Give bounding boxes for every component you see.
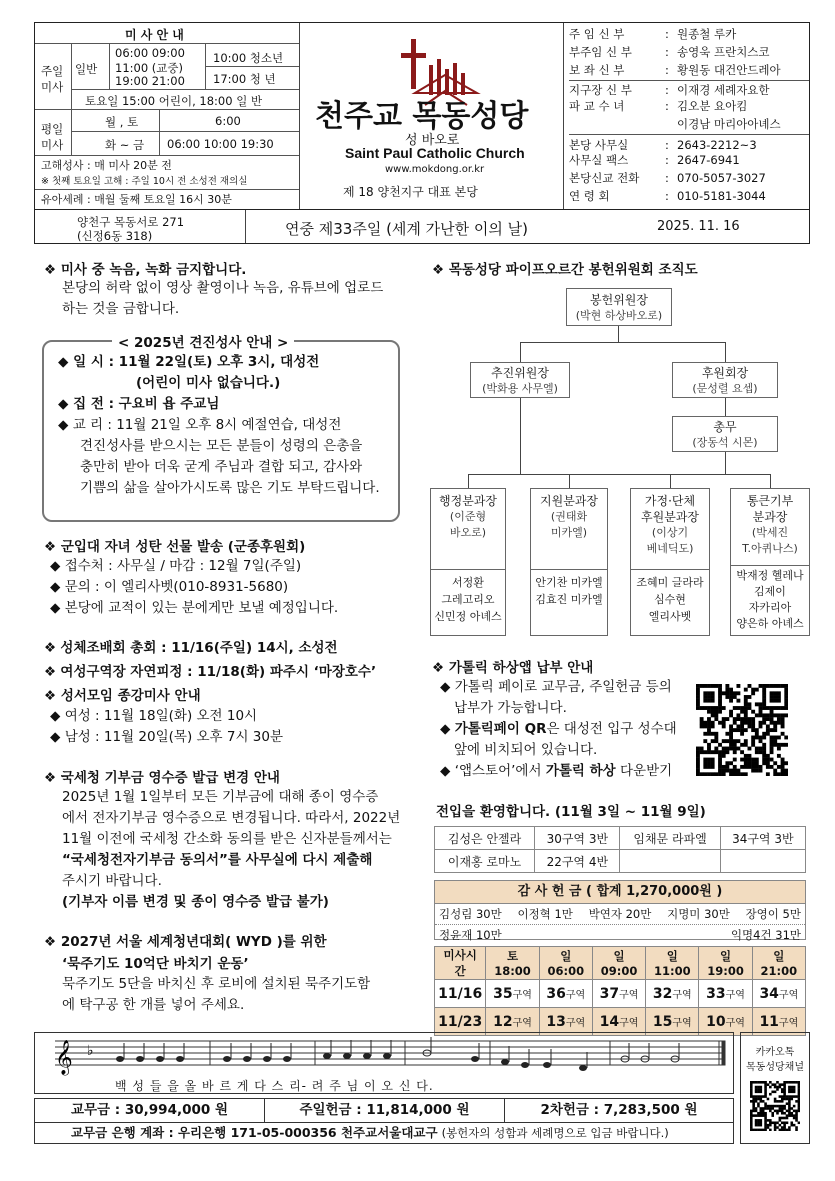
sunday-label-2: 미사 — [41, 80, 64, 94]
music-note — [383, 1053, 391, 1059]
org-chair: 봉헌위원장 (박현 하상바오로) — [566, 288, 672, 326]
music-staff-icon — [35, 1033, 733, 1077]
pay-app-title: ❖ 가톨릭 하상앱 납부 안내 — [432, 660, 594, 676]
music-note — [343, 1053, 351, 1059]
welcome-table — [434, 826, 806, 873]
hymn-staff — [34, 1032, 734, 1094]
staff-row: 파 교 수 녀 :김오분 요아킴 — [569, 99, 748, 113]
second-collection-total: 2차헌금 : 7,283,500 원 — [540, 1102, 698, 1118]
thanks-title: 감 사 헌 금 ( 합계 1,270,000원 ) — [435, 881, 805, 903]
confirmation-title: < 2025년 견진성사 안내 > — [112, 331, 294, 351]
music-note — [156, 1056, 164, 1062]
music-note — [116, 1056, 124, 1062]
patron-saint: 성 바오로 — [405, 133, 460, 148]
tax-receipt-body: 2025년 1월 1일부터 모든 기부금에 대해 종이 영수증 에서 전자기부금 영수증으로 변경됩니다. 따라서, 2022년 11월 이전에 국세청 간소화 동의를 받은 신자분들께서는 “국세청전자기부금 동의서”를 사무실에 다시 제출해 주시기 바랍니다. (기부자 이름 변경 및 종이 영수증 발급 불가) — [62, 789, 401, 910]
address-line-1: 양천구 목동서로 271 — [77, 215, 185, 229]
staff-row: 본당 사무실 :2643-2212~3 — [569, 134, 809, 152]
dues-total: 교무금 : 30,994,000 원 — [35, 1099, 265, 1122]
sunday-offering-total: 주일헌금 : 11,814,000 원 — [265, 1099, 505, 1122]
offering-summary — [34, 1098, 734, 1144]
table-row: 이재홍 로마노 22구역 4반 — [435, 850, 806, 873]
kakao-channel-label: 목동성당채널 — [746, 1062, 804, 1073]
music-note — [136, 1056, 144, 1062]
weekday-label-2: 미사 — [41, 138, 64, 152]
table-row: 김성은 안젤라 30구역 3반 임채문 라파엘 34구역 3반 — [435, 827, 806, 850]
address-line-2: (신정6동 318) — [77, 229, 153, 243]
music-note — [501, 1059, 509, 1065]
org-general: 총무 (장동석 시몬) — [672, 416, 778, 452]
pay-qr-code-icon[interactable] — [696, 684, 788, 776]
staff-list — [569, 26, 809, 206]
sunday-times-3: 19:00 21:00 — [115, 74, 185, 88]
weekday-label: 평일 — [41, 122, 64, 136]
women-retreat: ❖ 여성구역장 자연피정 : 11/18(화) 파주시 ‘마장호수’ — [44, 664, 377, 680]
bulletin-date: 2025. 11. 16 — [657, 219, 740, 234]
staff-row: 주 임 신 부 :원종철 루카 — [569, 27, 737, 41]
thanks-offering: 감 사 헌 금 ( 합계 1,270,000원 ) 김성림 30만 이정혁 1만 박연자 20만 지명미 30만 장영이 5만 정윤재 10만 익명4건 31만 — [434, 880, 806, 940]
org-admin-team: 행정분과장 (이준형 바오로) 서정환 그레고리오 신민정 아녜스 — [430, 488, 506, 636]
english-church-name: Saint Paul Catholic Church — [345, 145, 525, 161]
welcome-title: 전입을 환영합니다. (11월 3일 ~ 11월 9일) — [436, 804, 706, 820]
sunday-times-1: 06:00 09:00 — [115, 46, 185, 60]
adoration-meeting: ❖ 성체조배회 총회 : 11/16(주일) 14시, 소성전 — [44, 640, 338, 656]
wyd-body: 묵주기도 5단을 바치신 후 로비에 설치된 묵주기도함 에 탁구공 한 개를 넣어 주세요. — [62, 976, 371, 1013]
table-header-cell: 일06:00 — [539, 947, 592, 980]
district-label: 제 18 양천지구 대표 본당 — [343, 185, 478, 199]
pay-app-details: ◆ 가톨릭 페이로 교무금, 주일헌금 등의 납부가 가능합니다. ◆ 가톨릭페이 QR은 대성전 입구 성수대 앞에 비치되어 있습니다. ◆ ‘앱스토어’에서 가톨릭 하상 다운받기 — [440, 679, 677, 779]
tue-fri-times: 06:00 10:00 19:30 — [167, 137, 274, 151]
music-note — [543, 1062, 551, 1068]
music-note — [243, 1056, 251, 1062]
military-gift-title: ❖ 군입대 자녀 성탄 선물 발송 (군종후원회) — [44, 539, 306, 555]
staff-row: 부주임 신 부 :송영욱 프란치스코 — [569, 45, 770, 59]
table-row: 11/16 35구역 36구역 37구역 32구역 33구역 34구역 — [435, 980, 806, 1008]
table-header-cell: 일09:00 — [592, 947, 645, 980]
org-family-team: 가정·단체 후원분과장 (이상기 베네딕도) 조혜미 글라라 심수현 엘리사벳 — [630, 488, 710, 636]
music-note — [521, 1062, 529, 1068]
church-name: 천주교 목동성당 — [315, 99, 529, 134]
infant-baptism: 유아세례 : 매월 둘째 토요일 16시 30분 — [41, 193, 232, 206]
mon-sat-label: 월 , 토 — [105, 115, 139, 129]
wyd-title: ❖ 2027년 서울 세계청년대회( WYD )를 위한 — [44, 934, 327, 950]
hymn-lyrics: 백 성 들 을 올 바 르 게 다 스 리- 려 주 님 이 오 신 다. — [115, 1079, 434, 1093]
org-promotion: 추진위원장 (박화용 사무엘) — [470, 362, 570, 398]
music-note — [323, 1053, 331, 1059]
table-header-cell: 일11:00 — [646, 947, 699, 980]
music-note — [176, 1056, 184, 1062]
table-header-cell: 일19:00 — [699, 947, 752, 980]
young-adult-mass: 17:00 청 년 — [213, 72, 276, 86]
staff-row: 이경남 마리아아녜스 — [677, 117, 781, 131]
music-note — [283, 1056, 291, 1062]
confirmation-details: ◆ 일 시 : 11월 22일(토) 오후 3시, 대성전 (어린이 미사 없습니다.) ◆ 집 전 : 구요비 욥 주교님 ◆ 교 리 : 11월 21일 오후 8시 예절연습, 대성전 견진성사를 받으시는 모든 분들이 성령의 은총을 충만히 받아 더욱 굳게 주님과 결합 되고, 감사와 기쁨의 삶을 살아가시도록 많은 기도 부탁드립니다. — [58, 354, 380, 496]
military-gift-details: ◆ 접수처 : 사무실 / 마감 : 12월 7일(주일) ◆ 문의 : 이 엘리사벳(010-8931-5680) ◆ 본당에 교적이 있는 분에게만 보낼 예정입니다. — [50, 558, 339, 616]
music-note — [223, 1056, 231, 1062]
tue-fri-label: 화 ~ 금 — [105, 138, 145, 152]
svg-text:♭: ♭ — [87, 1043, 94, 1059]
staff-row: 본당신교 전화 :070-5057-3027 — [569, 171, 766, 185]
staff-row: 연 령 회 :010-5181-3044 — [569, 189, 766, 203]
table-row: 11/23 12구역 13구역 14구역 15구역 10구역 11구역 — [435, 1008, 806, 1036]
confession-info: 고해성사 : 매 미사 20분 전 — [41, 159, 172, 172]
table-header-cell: 미사시간 — [435, 947, 486, 980]
staff-row: 사무실 팩스 :2647-6941 — [569, 153, 740, 167]
org-chart-title: ❖ 목동성당 파이프오르간 봉헌위원회 조직도 — [432, 262, 698, 278]
table-header-cell: 토18:00 — [486, 947, 539, 980]
sunday-title: 연중 제33주일 (세계 가난한 이의 날) — [285, 220, 529, 238]
website-link[interactable]: www.mokdong.or.kr — [385, 164, 485, 175]
table-header-row — [435, 947, 806, 980]
kakao-label: 카카오톡 — [755, 1047, 795, 1058]
youth-mass: 10:00 청소년 — [213, 51, 284, 65]
org-support-team: 지원분과장 (권태화 미카엘) 안기찬 미카엘 김효진 미카엘 — [530, 488, 608, 636]
svg-text:𝄞: 𝄞 — [55, 1040, 73, 1075]
sunday-times-2: 11:00 (교중) — [115, 61, 183, 75]
general-label: 일반 — [75, 62, 98, 76]
wyd-subtitle: ‘묵주기도 10억단 바치기 운동’ — [62, 956, 249, 972]
kakao-channel[interactable] — [740, 1032, 810, 1144]
staff-row: 보 좌 신 부 :황원동 대건안드레아 — [569, 63, 781, 77]
title-bar — [34, 210, 810, 244]
org-donation-team: 통큰기부 분과장 (박세진 T.아퀴나스) 박재정 헬레나 김제이 자카리아 양은하 아녜스 — [730, 488, 810, 636]
bible-mass-details: ◆ 여성 : 11월 18일(화) 오전 10시 ◆ 남성 : 11월 20일(목) 오후 7시 30분 — [50, 708, 284, 745]
bible-mass-title: ❖ 성서모임 종강미사 안내 — [44, 688, 201, 704]
org-chart — [428, 282, 810, 642]
sunday-label: 주일 — [41, 64, 64, 78]
table-header-cell: 일21:00 — [752, 947, 805, 980]
staff-row: 지구장 신 부 :이재경 세례자요한 — [569, 80, 809, 98]
no-record-body: 본당의 허락 없이 영상 촬영이나 녹음, 유튜브에 업로드 하는 것을 금합니다. — [62, 280, 384, 317]
music-note — [263, 1056, 271, 1062]
music-note — [579, 1065, 587, 1071]
mass-info-title: 미 사 안 내 — [125, 28, 184, 42]
saturday-mass: 토요일 15:00 어린이, 18:00 일 반 — [85, 94, 263, 108]
tax-receipt-title: ❖ 국세청 기부금 영수증 발급 변경 안내 — [44, 770, 280, 786]
org-sponsor: 후원회장 (문성렬 요셉) — [672, 362, 778, 398]
mass-zone-table — [434, 946, 806, 1036]
mon-sat-time: 6:00 — [215, 114, 241, 128]
music-note — [471, 1056, 479, 1062]
first-saturday-confession: ※ 첫째 토요일 고해 : 주일 10시 전 소성전 재의실 — [41, 176, 248, 187]
kakao-qr-code-icon[interactable] — [750, 1081, 800, 1131]
bulletin-header — [34, 22, 810, 210]
music-note — [363, 1053, 371, 1059]
bank-account: 교무금 은행 계좌 : 우리은행 171-05-000356 천주교서울대교구 (봉헌자의 성함과 세례명으로 입금 바랍니다.) — [71, 1125, 669, 1140]
no-record-title: ❖ 미사 중 녹음, 녹화 금지합니다. — [44, 262, 247, 278]
